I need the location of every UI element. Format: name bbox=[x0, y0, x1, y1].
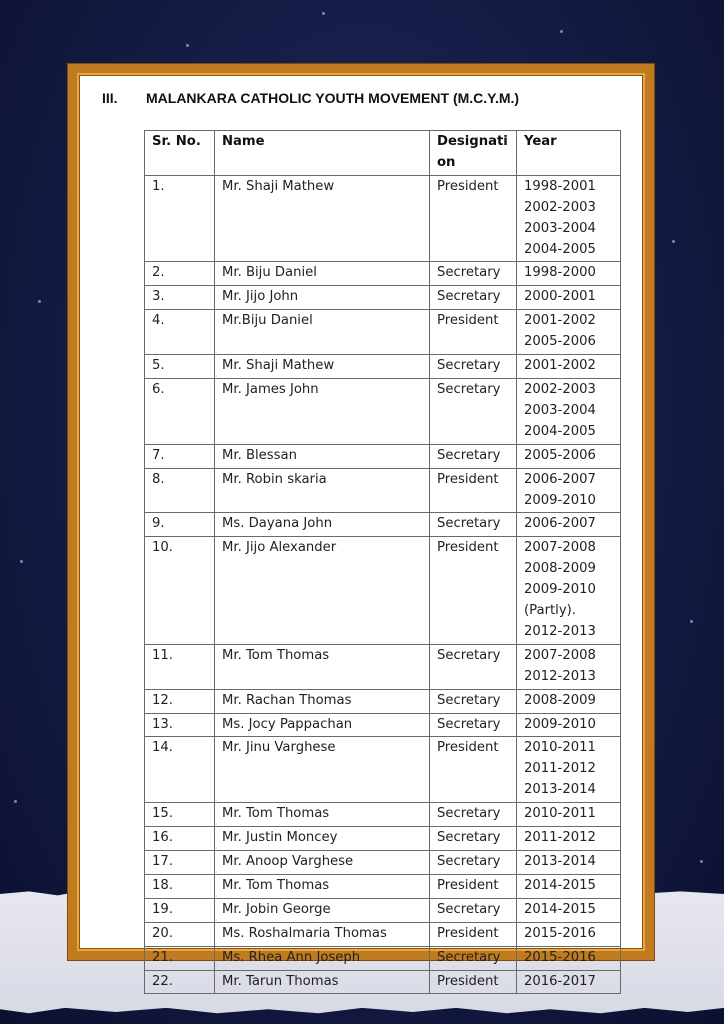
table-row bbox=[145, 713, 621, 737]
year-entry: 2015-2016 bbox=[524, 949, 596, 965]
cell-sr-no: 2. bbox=[145, 262, 215, 286]
cell-years bbox=[517, 355, 621, 379]
year-entry: 2005-2006 bbox=[524, 334, 596, 350]
cell-name: Mr. Justin Moncey bbox=[215, 827, 430, 851]
table-row bbox=[145, 970, 621, 994]
cell-sr-no: 9. bbox=[145, 513, 215, 537]
cell-sr-no: 12. bbox=[145, 689, 215, 713]
cell-years bbox=[517, 713, 621, 737]
cell-sr-no: 8. bbox=[145, 468, 215, 513]
cell-name: Mr. Tom Thomas bbox=[215, 874, 430, 898]
cell-years bbox=[517, 922, 621, 946]
table-row bbox=[145, 851, 621, 875]
year-entry: 2001-2002 bbox=[524, 358, 596, 374]
year-entry: 2003-2004 bbox=[524, 402, 596, 418]
header-sr-no: Sr. No. bbox=[145, 131, 215, 176]
table-row bbox=[145, 922, 621, 946]
cell-designation: Secretary bbox=[430, 378, 517, 444]
cell-designation: Secretary bbox=[430, 803, 517, 827]
cell-name: Mr. Robin skaria bbox=[215, 468, 430, 513]
year-entry: 2005-2006 bbox=[524, 447, 596, 463]
table-row bbox=[145, 513, 621, 537]
header-designation bbox=[430, 131, 517, 176]
year-entry: 2009-2010 bbox=[524, 492, 596, 508]
year-entry: 2013-2014 bbox=[524, 854, 596, 869]
year-entry: 2006-2007 bbox=[524, 471, 596, 487]
table-row bbox=[145, 355, 621, 379]
header-designation-line1: Designati bbox=[437, 134, 508, 149]
cell-years bbox=[517, 175, 621, 262]
year-entry: 2014-2015 bbox=[524, 901, 596, 917]
cell-years bbox=[517, 898, 621, 922]
cell-designation: Secretary bbox=[430, 851, 517, 875]
year-entry: 2002-2003 bbox=[524, 381, 596, 397]
table-row bbox=[145, 689, 621, 713]
cell-years bbox=[517, 378, 621, 444]
cell-sr-no: 7. bbox=[145, 444, 215, 468]
year-entry: 2002-2003 bbox=[524, 199, 596, 215]
cell-name: Ms. Rhea Ann Joseph bbox=[215, 946, 430, 970]
cell-years bbox=[517, 737, 621, 803]
cell-years bbox=[517, 644, 621, 689]
cell-designation: Secretary bbox=[430, 713, 517, 737]
table-row bbox=[145, 737, 621, 803]
table-row bbox=[145, 310, 621, 355]
cell-sr-no: 10. bbox=[145, 537, 215, 645]
cell-sr-no: 5. bbox=[145, 355, 215, 379]
header-designation-line2: on bbox=[437, 154, 456, 170]
cell-name: Ms. Dayana John bbox=[215, 513, 430, 537]
cell-designation: Secretary bbox=[430, 262, 517, 286]
cell-designation: Secretary bbox=[430, 898, 517, 922]
header-year: Year bbox=[517, 131, 621, 176]
cell-name: Mr.Biju Daniel bbox=[215, 310, 430, 355]
cell-sr-no: 15. bbox=[145, 803, 215, 827]
cell-years bbox=[517, 513, 621, 537]
cell-years bbox=[517, 851, 621, 875]
section-title: MALANKARA CATHOLIC YOUTH MOVEMENT (M.C.Y.M.) bbox=[146, 90, 520, 106]
cell-sr-no: 4. bbox=[145, 310, 215, 355]
cell-name: Mr. Anoop Varghese bbox=[215, 851, 430, 875]
cell-years bbox=[517, 286, 621, 310]
cell-sr-no: 3. bbox=[145, 286, 215, 310]
year-entry: 2007-2008 bbox=[524, 540, 596, 556]
year-entry: 2004-2005 bbox=[524, 241, 596, 257]
cell-sr-no: 1. bbox=[145, 175, 215, 262]
cell-name: Mr. Blessan bbox=[215, 444, 430, 468]
cell-designation: Secretary bbox=[430, 827, 517, 851]
year-entry: 2013-2014 bbox=[524, 782, 596, 798]
table-header-row bbox=[145, 131, 621, 176]
cell-designation: President bbox=[430, 922, 517, 946]
table-row bbox=[145, 644, 621, 689]
year-entry: 2012-2013 bbox=[524, 668, 596, 684]
table-row bbox=[145, 803, 621, 827]
table-row bbox=[145, 946, 621, 970]
cell-years bbox=[517, 310, 621, 355]
cell-sr-no: 22. bbox=[145, 970, 215, 994]
year-entry: 2008-2009 bbox=[524, 561, 596, 577]
cell-name: Mr. Tom Thomas bbox=[215, 644, 430, 689]
cell-years bbox=[517, 946, 621, 970]
year-entry: 2016-2017 bbox=[524, 973, 596, 989]
cell-name: Mr. Rachan Thomas bbox=[215, 689, 430, 713]
cell-years bbox=[517, 970, 621, 994]
cell-designation: President bbox=[430, 310, 517, 355]
cell-designation: Secretary bbox=[430, 444, 517, 468]
cell-designation: Secretary bbox=[430, 946, 517, 970]
table-body bbox=[145, 175, 621, 994]
cell-sr-no: 17. bbox=[145, 851, 215, 875]
section-number: III. bbox=[102, 90, 118, 106]
cell-name: Mr. Tarun Thomas bbox=[215, 970, 430, 994]
year-entry: 2012-2013 bbox=[524, 623, 596, 639]
cell-designation: President bbox=[430, 737, 517, 803]
year-entry: 2011-2012 bbox=[524, 830, 596, 846]
cell-sr-no: 16. bbox=[145, 827, 215, 851]
year-entry: 2010-2011 bbox=[524, 740, 596, 756]
year-entry: 2015-2016 bbox=[524, 925, 596, 941]
year-entry: 2001-2002 bbox=[524, 313, 596, 329]
year-entry: 2014-2015 bbox=[524, 877, 596, 893]
table-row bbox=[145, 444, 621, 468]
year-entry: 1998-2001 bbox=[524, 178, 596, 194]
cell-sr-no: 20. bbox=[145, 922, 215, 946]
cell-name: Ms. Roshalmaria Thomas bbox=[215, 922, 430, 946]
cell-name: Mr. Shaji Mathew bbox=[215, 355, 430, 379]
header-name: Name bbox=[215, 131, 430, 176]
cell-name: Mr. Tom Thomas bbox=[215, 803, 430, 827]
year-entry: 2009-2010 bbox=[524, 716, 596, 732]
cell-name: Mr. Jobin George bbox=[215, 898, 430, 922]
table-row bbox=[145, 262, 621, 286]
cell-designation: President bbox=[430, 468, 517, 513]
cell-designation: Secretary bbox=[430, 286, 517, 310]
cell-years bbox=[517, 803, 621, 827]
cell-sr-no: 6. bbox=[145, 378, 215, 444]
cell-years bbox=[517, 468, 621, 513]
year-entry: 2009-2010 bbox=[524, 582, 596, 598]
cell-designation: Secretary bbox=[430, 689, 517, 713]
cell-designation: President bbox=[430, 874, 517, 898]
cell-years bbox=[517, 689, 621, 713]
cell-sr-no: 18. bbox=[145, 874, 215, 898]
cell-designation: President bbox=[430, 537, 517, 645]
cell-name: Mr. Jijo John bbox=[215, 286, 430, 310]
cell-name: Mr. Biju Daniel bbox=[215, 262, 430, 286]
year-entry: 2011-2012 bbox=[524, 761, 596, 777]
table-row bbox=[145, 468, 621, 513]
cell-name: Mr. Shaji Mathew bbox=[215, 175, 430, 262]
cell-years bbox=[517, 537, 621, 645]
table-row bbox=[145, 378, 621, 444]
cell-designation: Secretary bbox=[430, 513, 517, 537]
cell-sr-no: 19. bbox=[145, 898, 215, 922]
cell-designation: Secretary bbox=[430, 644, 517, 689]
year-entry: 2008-2009 bbox=[524, 692, 596, 708]
cell-sr-no: 13. bbox=[145, 713, 215, 737]
cell-name: Ms. Jocy Pappachan bbox=[215, 713, 430, 737]
cell-designation: Secretary bbox=[430, 355, 517, 379]
table-row bbox=[145, 537, 621, 645]
cell-sr-no: 21. bbox=[145, 946, 215, 970]
table-row bbox=[145, 898, 621, 922]
cell-years bbox=[517, 874, 621, 898]
cell-sr-no: 14. bbox=[145, 737, 215, 803]
cell-years bbox=[517, 444, 621, 468]
cell-sr-no: 11. bbox=[145, 644, 215, 689]
year-entry: 2006-2007 bbox=[524, 516, 596, 532]
year-entry: 2000-2001 bbox=[524, 289, 596, 305]
cell-name: Mr. Jijo Alexander bbox=[215, 537, 430, 645]
cell-name: Mr. James John bbox=[215, 378, 430, 444]
year-entry: 2004-2005 bbox=[524, 423, 596, 439]
cell-name: Mr. Jinu Varghese bbox=[215, 737, 430, 803]
year-entry: 2003-2004 bbox=[524, 220, 596, 236]
cell-years bbox=[517, 262, 621, 286]
office-bearers-table bbox=[144, 130, 621, 994]
cell-designation: President bbox=[430, 970, 517, 994]
year-entry: (Partly). bbox=[524, 603, 576, 619]
cell-years bbox=[517, 827, 621, 851]
year-entry: 2007-2008 bbox=[524, 647, 596, 663]
table-row bbox=[145, 175, 621, 262]
year-entry: 1998-2000 bbox=[524, 265, 596, 281]
year-entry: 2010-2011 bbox=[524, 806, 596, 822]
table-row bbox=[145, 874, 621, 898]
cell-designation: President bbox=[430, 175, 517, 262]
table-row bbox=[145, 827, 621, 851]
table-row bbox=[145, 286, 621, 310]
